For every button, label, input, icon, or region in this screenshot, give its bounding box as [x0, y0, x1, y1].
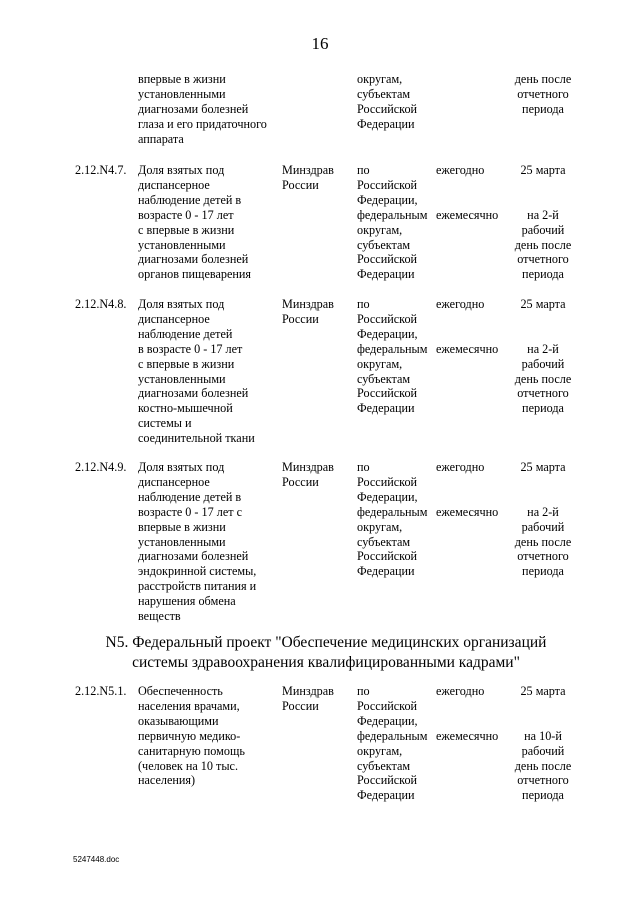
row-number: 2.12.N5.1. — [75, 684, 127, 698]
indicator-cell: Обеспеченность населения врачами, оказывающими первичную медико- санитарную помощь (человек на 10 тыс. населения) — [138, 684, 245, 788]
page-number: 16 — [311, 34, 329, 53]
indicator-cell: Доля взятых под диспансерное наблюдение детей в возрасте 0 - 17 лет с впервые в жизни установленными диагнозами болезней костно-мышечной системы и соединительной ткани — [138, 297, 255, 446]
due-cell: день после отчетного периода — [514, 72, 572, 116]
row-number: 2.12.N4.8. — [75, 297, 127, 311]
level-cell: по Российской Федерации, федеральным округам, субъектам Российской Федерации — [357, 460, 428, 579]
indicator-cell: впервые в жизни установленными диагнозами болезней глаза и его придаточного аппарата — [138, 72, 267, 146]
period-cell: ежегодно ежемесячно — [436, 684, 499, 743]
level-cell: по Российской Федерации, федеральным округам, субъектам Российской Федерации — [357, 163, 428, 282]
section-title: N5. Федеральный проект "Обеспечение медицинских организаций системы здравоохранения квалифицированными кадрами" — [105, 634, 547, 671]
due-cell: 25 марта на 2-й рабочий день после отчетного периода — [514, 460, 572, 579]
period-cell: ежегодно ежемесячно — [436, 460, 499, 519]
period-cell: ежегодно ежемесячно — [436, 163, 499, 222]
period-cell: ежегодно ежемесячно — [436, 297, 499, 356]
footer-doc-id: 5247448.doc — [73, 855, 120, 864]
row-number: 2.12.N4.9. — [75, 460, 127, 474]
department-cell: Минздрав России — [282, 460, 334, 489]
level-cell: по Российской Федерации, федеральным округам, субъектам Российской Федерации — [357, 297, 428, 416]
due-cell: 25 марта на 2-й рабочий день после отчетного периода — [514, 163, 572, 282]
indicator-cell: Доля взятых под диспансерное наблюдение детей в возрасте 0 - 17 лет с впервые в жизни установленными диагнозами болезней органов пищеварения — [138, 163, 252, 282]
department-cell: Минздрав России — [282, 684, 334, 713]
department-cell: Минздрав России — [282, 163, 334, 192]
level-cell: по Российской Федерации, федеральным округам, субъектам Российской Федерации — [357, 684, 428, 803]
level-cell: округам, субъектам Российской Федерации — [357, 72, 418, 131]
indicator-cell: Доля взятых под диспансерное наблюдение детей в возрасте 0 - 17 лет с впервые в жизни установленными диагнозами болезней эндокринной системы, расстройств питания и нарушения обмена веществ — [138, 460, 257, 624]
due-cell: 25 марта на 10-й рабочий день после отчетного периода — [514, 684, 572, 803]
department-cell: Минздрав России — [282, 297, 334, 326]
row-number: 2.12.N4.7. — [75, 163, 127, 177]
due-cell: 25 марта на 2-й рабочий день после отчетного периода — [514, 297, 572, 416]
